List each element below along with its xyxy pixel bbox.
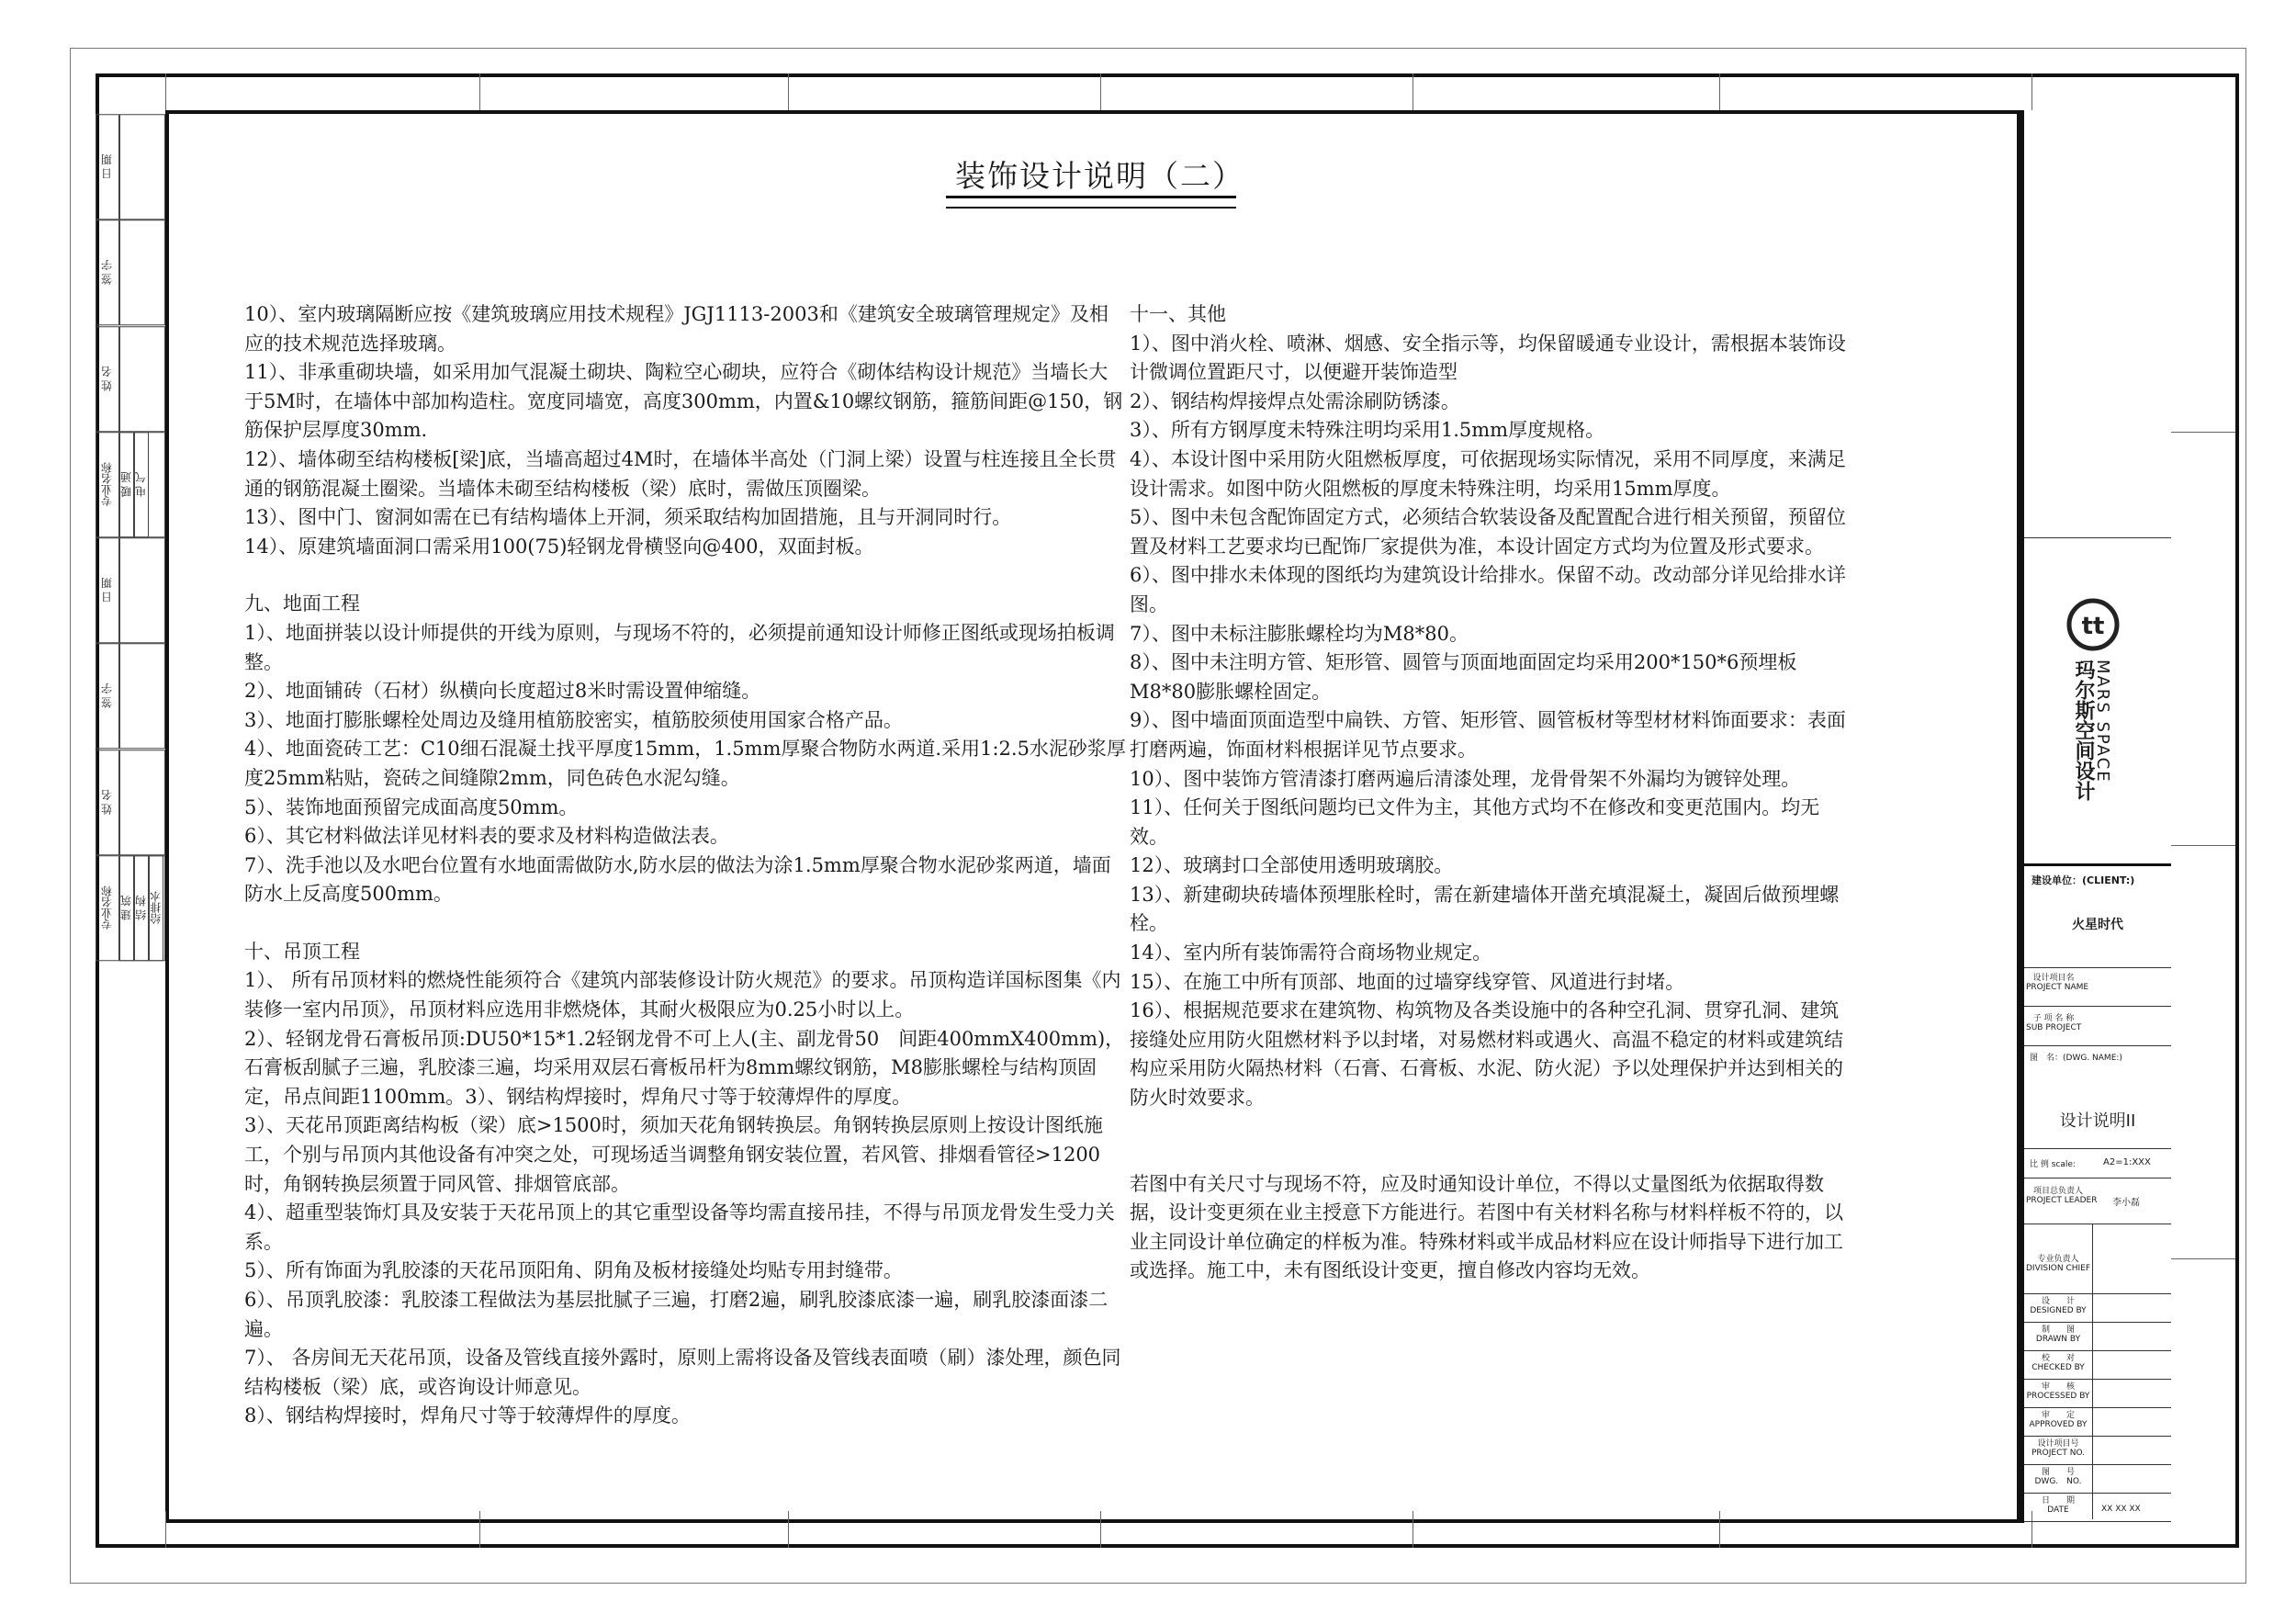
tb-divider [2024, 1293, 2171, 1294]
sub-project-label: 子 项 名 称 SUB PROJECT [2026, 1014, 2082, 1032]
border-tick [1719, 1511, 1720, 1548]
note-item: 12）、玻璃封口全部使用透明玻璃胶。 [1130, 854, 1454, 877]
strip-label: 签 字 [96, 220, 119, 325]
strip-cell [119, 750, 165, 855]
note-item: 6）、图中排水未体现的图纸均为建筑设计给排水。保留不动。改动部分详见给排水详图。 [1130, 564, 1846, 615]
paragraph-gap [1130, 1113, 1855, 1142]
strip-discipline: 暖 通 [119, 432, 134, 537]
note-item: 4）、地面瓷砖工艺：C10细石混凝土找平厚度15mm，1.5mm厚聚合物防水两道.采用1:2.5水泥砂浆厚度25mm粘贴，瓷砖之间缝隙2mm，同色砖色水泥勾缝。 [244, 738, 1126, 789]
left-text-column [244, 300, 1126, 1431]
border-tick [1100, 73, 1101, 110]
tb-divider [2024, 537, 2171, 538]
leader-name: 李小磊 [2112, 1198, 2140, 1208]
approval-row-label: 审 核 PROCESSED BY [2026, 1382, 2090, 1401]
note-item: 1）、地面拼装以设计师提供的开线为原则，与现场不符的，必须提前通知设计师修正图纸或现场拍板调整。 [244, 621, 1115, 673]
strip-discipline: 给排水 [149, 855, 163, 961]
note-item: 若图中有关尺寸与现场不符，应及时通知设计单位，不得以丈量图纸为依据取得数据，设计变更须在业主授意下方能进行。若图中有关材料名称与材料样板不符的，以业主同设计单位确定的样板为准。特殊材料或半成品材料应在设计师指导下进行加工或选择。施工中，未有图纸设计变更，擅自修改内容均无效。 [1130, 1172, 1843, 1282]
title-block [2020, 110, 2171, 1523]
client-label: 建设单位：(CLIENT:) [2032, 874, 2135, 886]
strip-discipline: 建 筑 [119, 855, 134, 961]
note-item: 3）、天花吊顶距离结构板（梁）底>1500时，须加天花角钢转换层。角钢转换层原则上按设计图纸施工，个别与吊顶内其他设备有冲突之处，可现场适当调整角钢安装位置，若风管、排烟看管径>1200时，角钢转换层须置于同风管、排烟管底部。 [244, 1114, 1103, 1195]
logo-cn: 玛尔斯空间设计 [2072, 660, 2095, 801]
note-item: 7）、洗手池以及水吧台位置有水地面需做防水,防水层的做法为涂1.5mm厚聚合物水泥砂浆两道，墙面防水上反高度500mm。 [244, 853, 1111, 906]
note-item: 2）、地面铺砖（石材）纵横向长度超过8米时需设置伸缩缝。 [244, 680, 761, 703]
note-item: 5）、所有饰面为乳胶漆的天花吊顶阳角、阴角及板材接缝处均贴专用封缝带。 [244, 1259, 903, 1282]
note-item: 5）、装饰地面预留完成面高度50mm。 [244, 795, 579, 818]
note-item: 1）、图中消火栓、喷淋、烟感、安全指示等，均保留暖通专业设计，需根据本装饰设计微调位置距尺寸，以便避开装饰造型 [1130, 332, 1846, 384]
tb-divider [2024, 1464, 2171, 1465]
note-item: 16）、根据规范要求在建筑物、构筑物及各类设施中的各种空孔洞、贯穿孔洞、建筑接缝处应用防火阻燃材料予以封堵，对易燃材料或遇火、高温不稳定的材料或建筑结构应采用防火隔热材料（石膏、石膏板、水泥、防火泥）予以处理保护并达到相关的防火时效要求。 [1130, 999, 1843, 1110]
strip-label: 签 字 [96, 643, 119, 749]
border-tick [479, 1511, 480, 1548]
note-item: 6）、吊顶乳胶漆：乳胶漆工程做法为基层批腻子三遍，打磨2遍，刷乳胶漆底漆一遍，刷乳胶漆面漆二遍。 [244, 1289, 1109, 1340]
note-item: 8）、钢结构焊接时，焊角尺寸等于较薄焊件的厚度。 [244, 1404, 691, 1427]
logo [2065, 588, 2130, 827]
section-heading: 十、吊顶工程 [244, 940, 360, 963]
note-item: 7）、图中未标注膨胀螺栓均为M8*80。 [1130, 622, 1469, 645]
note-item: 7）、 各房间无天花吊顶，设备及管线直接外露时，原则上需将设备及管线表面喷（刷）漆处理，颜色同结构楼板（梁）底，或咨询设计师意见。 [244, 1347, 1121, 1398]
leader-label: 项目总负责人 PROJECT LEADER [2026, 1187, 2098, 1205]
note-item: 13）、新建砌块砖墙体预埋胀栓时，需在新建墙体开凿充填混凝土，凝固后做预埋螺栓。 [1130, 883, 1840, 935]
tb-divider [2024, 1322, 2171, 1323]
title-underline [946, 196, 1236, 198]
paragraph-gap [244, 561, 1126, 590]
section-heading: 十一、其他 [1130, 303, 1226, 325]
approval-row-label: 制 图 DRAWN BY [2035, 1325, 2081, 1344]
svg-text:tt: tt [2081, 613, 2105, 640]
strip-label: 专业名称 [96, 432, 119, 537]
border-tick [2171, 432, 2235, 433]
note-item: 12）、墙体砌至结构楼板[梁]底，当墙高超过4M时，在墙体半高处（门洞上梁）设置与柱连接且全长贯通的钢筋混凝土圈梁。当墙体未砌至结构楼板（梁）底时，需做压顶圈梁。 [244, 447, 1117, 500]
note-item: 8）、图中未注明方管、矩形管、圆管与顶面地面固定均采用200*150*6预埋板M8*80膨胀螺栓固定。 [1130, 651, 1797, 703]
project-name-label: 设计项目名 PROJECT NAME [2026, 974, 2089, 992]
approval-row-label: 审 定 APPROVED BY [2029, 1411, 2088, 1429]
border-tick [2171, 845, 2235, 846]
tb-divider [2024, 1493, 2171, 1494]
note-item: 3）、所有方钢厚度未特殊注明均采用1.5mm厚度规格。 [1130, 419, 1605, 442]
title-underline-double [946, 207, 1236, 209]
note-item: 6）、其它材料做法详见材料表的要求及材料构造做法表。 [244, 825, 729, 848]
strip-label: 日 期 [96, 114, 119, 220]
strip-cell [119, 537, 165, 643]
border-tick [1412, 73, 1413, 110]
note-item: 14）、室内所有装饰需符合商场物业规定。 [1130, 942, 1492, 964]
tb-divider [2024, 1521, 2171, 1522]
page-title: 装饰设计说明（二） [955, 158, 1244, 194]
scale-value: A2=1:XXX [2103, 1157, 2151, 1167]
strip-label: 姓 名 [96, 750, 119, 855]
chief-label: 专业负责人 DIVISION CHIEF [2026, 1255, 2091, 1273]
border-tick [1719, 73, 1720, 110]
note-item: 2）、轻钢龙骨石膏板吊顶:DU50*15*1.2轻钢龙骨不可上人(主、副龙骨50 间距400mmX400mm)，石膏板刮腻子三遍，乳胶漆三遍，均采用双层石膏板吊杆为8mm螺纹钢筋，M8膨胀螺栓与结构顶固定，吊点间距1100mm。3）、钢结构焊接时，焊角尺寸等于较薄焊件的厚度。 [244, 1027, 1125, 1108]
strip-label: 日 期 [96, 537, 119, 643]
dwg-name: 设计说明II [2059, 1111, 2136, 1131]
note-item: 1）、 所有吊顶材料的燃烧性能须符合《建筑内部装修设计防火规范》的要求。吊顶构造详国标图集《内装修一室内吊顶》，吊顶材料应选用非燃烧体，其耐火极限应为0.25小时以上。 [244, 969, 1121, 1021]
paragraph-gap [244, 909, 1126, 938]
note-item: 11）、任何关于图纸问题均已文件为主，其他方式均不在修改和变更范围内。均无效。 [1130, 796, 1820, 848]
tb-divider [2024, 1006, 2171, 1007]
border-tick [2171, 1258, 2235, 1259]
dwg-name-label: 图 名：(DWG. NAME:) [2030, 1054, 2122, 1063]
strip-cell [119, 326, 165, 432]
note-item: 4）、本设计图中采用防火阻燃板厚度，可依据现场实际情况，采用不同厚度，来满足设计需求。如图中防火阻燃板的厚度未特殊注明，均采用15mm厚度。 [1130, 447, 1846, 500]
right-text-column [1130, 300, 1855, 1286]
date-value: XX XX XX [2101, 1505, 2141, 1514]
scale-label: 比 例 scale: [2030, 1160, 2076, 1169]
approval-row-label: 设计项目号 PROJECT NO. [2031, 1439, 2086, 1458]
tb-divider [2024, 1436, 2171, 1437]
approval-row-label: 日 期 DATE [2041, 1496, 2075, 1515]
border-tick [479, 73, 480, 110]
tb-vertical-divider [2092, 1224, 2093, 1519]
strip-label: 专业名称 [96, 855, 119, 961]
note-item: 14）、原建筑墙面洞口需采用100(75)轻钢龙骨横竖向@400，双面封板。 [244, 535, 874, 558]
note-item: 15）、在施工中所有顶部、地面的过墙穿线穿管、风道进行封堵。 [1130, 970, 1685, 993]
note-item: 13）、图中门、窗洞如需在已有结构墙体上开洞，须采取结构加固措施，且与开洞同时行。 [244, 506, 1012, 529]
tb-divider [2024, 1045, 2171, 1046]
tb-divider [2024, 967, 2171, 968]
mars-logo-icon [2065, 588, 2130, 661]
tb-divider [2024, 1350, 2171, 1351]
client-name: 火星时代 [2072, 918, 2123, 932]
note-item: 3）、地面打膨胀螺栓处周边及缝用植筋胶密实，植筋胶须使用国家合格产品。 [244, 708, 903, 731]
section-heading: 九、地面工程 [244, 592, 360, 615]
note-item: 2）、钢结构焊接焊点处需涂刷防锈漆。 [1130, 389, 1460, 412]
note-item: 10）、图中装饰方管清漆打磨两遍后清漆处理，龙骨骨架不外漏均为镀锌处理。 [1130, 767, 1801, 790]
tb-divider [2024, 1178, 2171, 1179]
strip-discipline: 结 构 [134, 855, 149, 961]
note-item: 10）、室内玻璃隔断应按《建筑玻璃应用技术规程》JGJ1113-2003和《建筑安全玻璃管理规定》及相应的技术规范选择玻璃。 [244, 303, 1109, 355]
strip-label: 姓 名 [96, 326, 119, 432]
tb-divider [2024, 1379, 2171, 1380]
strip-cell [119, 220, 165, 325]
border-tick [788, 73, 789, 110]
strip-discipline: 电 气 [134, 432, 149, 537]
paragraph-gap [1130, 1142, 1855, 1170]
border-tick [788, 1511, 789, 1548]
border-tick [1412, 1511, 1413, 1548]
note-item: 9）、图中墙面顶面造型中扁铁、方管、矩形管、圆管板材等型材材料饰面要求：表面打磨两遍，饰面材料根据详见节点要求。 [1130, 709, 1846, 761]
approval-row-label: 图 号 DWG. NO. [2034, 1468, 2082, 1486]
strip-cell [119, 114, 165, 220]
tb-divider [2024, 1407, 2171, 1408]
note-item: 4）、超重型装饰灯具及安装于天花吊顶上的其它重型设备等均需直接吊挂，不得与吊顶龙骨发生受力关系。 [244, 1201, 1115, 1253]
strip-cell [119, 643, 165, 749]
border-tick [165, 73, 166, 110]
approval-row-label: 设 计 DESIGNED BY [2030, 1297, 2087, 1315]
note-item: 5）、图中未包含配饰固定方式，必须结合软装设备及配置配合进行相关预留，预留位置及材料工艺要求均已配饰厂家提供为准，本设计固定方式均为位置及形式要求。 [1130, 506, 1846, 558]
tb-divider [2024, 863, 2171, 866]
border-tick [1100, 1511, 1101, 1548]
logo-en: MARS SPACE [2093, 660, 2112, 784]
border-tick [165, 1511, 166, 1548]
note-item: 11）、非承重砌块墙，如采用加气混凝土砌块、陶粒空心砌块，应符合《砌体结构设计规范》当墙长大于5M时，在墙体中部加构造柱。宽度同墙宽，高度300mm，内置&10螺纹钢筋，箍筋间距@150，钢筋保护层厚度30mm. [244, 361, 1123, 442]
tb-divider [2024, 1148, 2171, 1149]
signature-strip [96, 114, 165, 961]
approval-row-label: 校 对 CHECKED BY [2032, 1354, 2085, 1372]
